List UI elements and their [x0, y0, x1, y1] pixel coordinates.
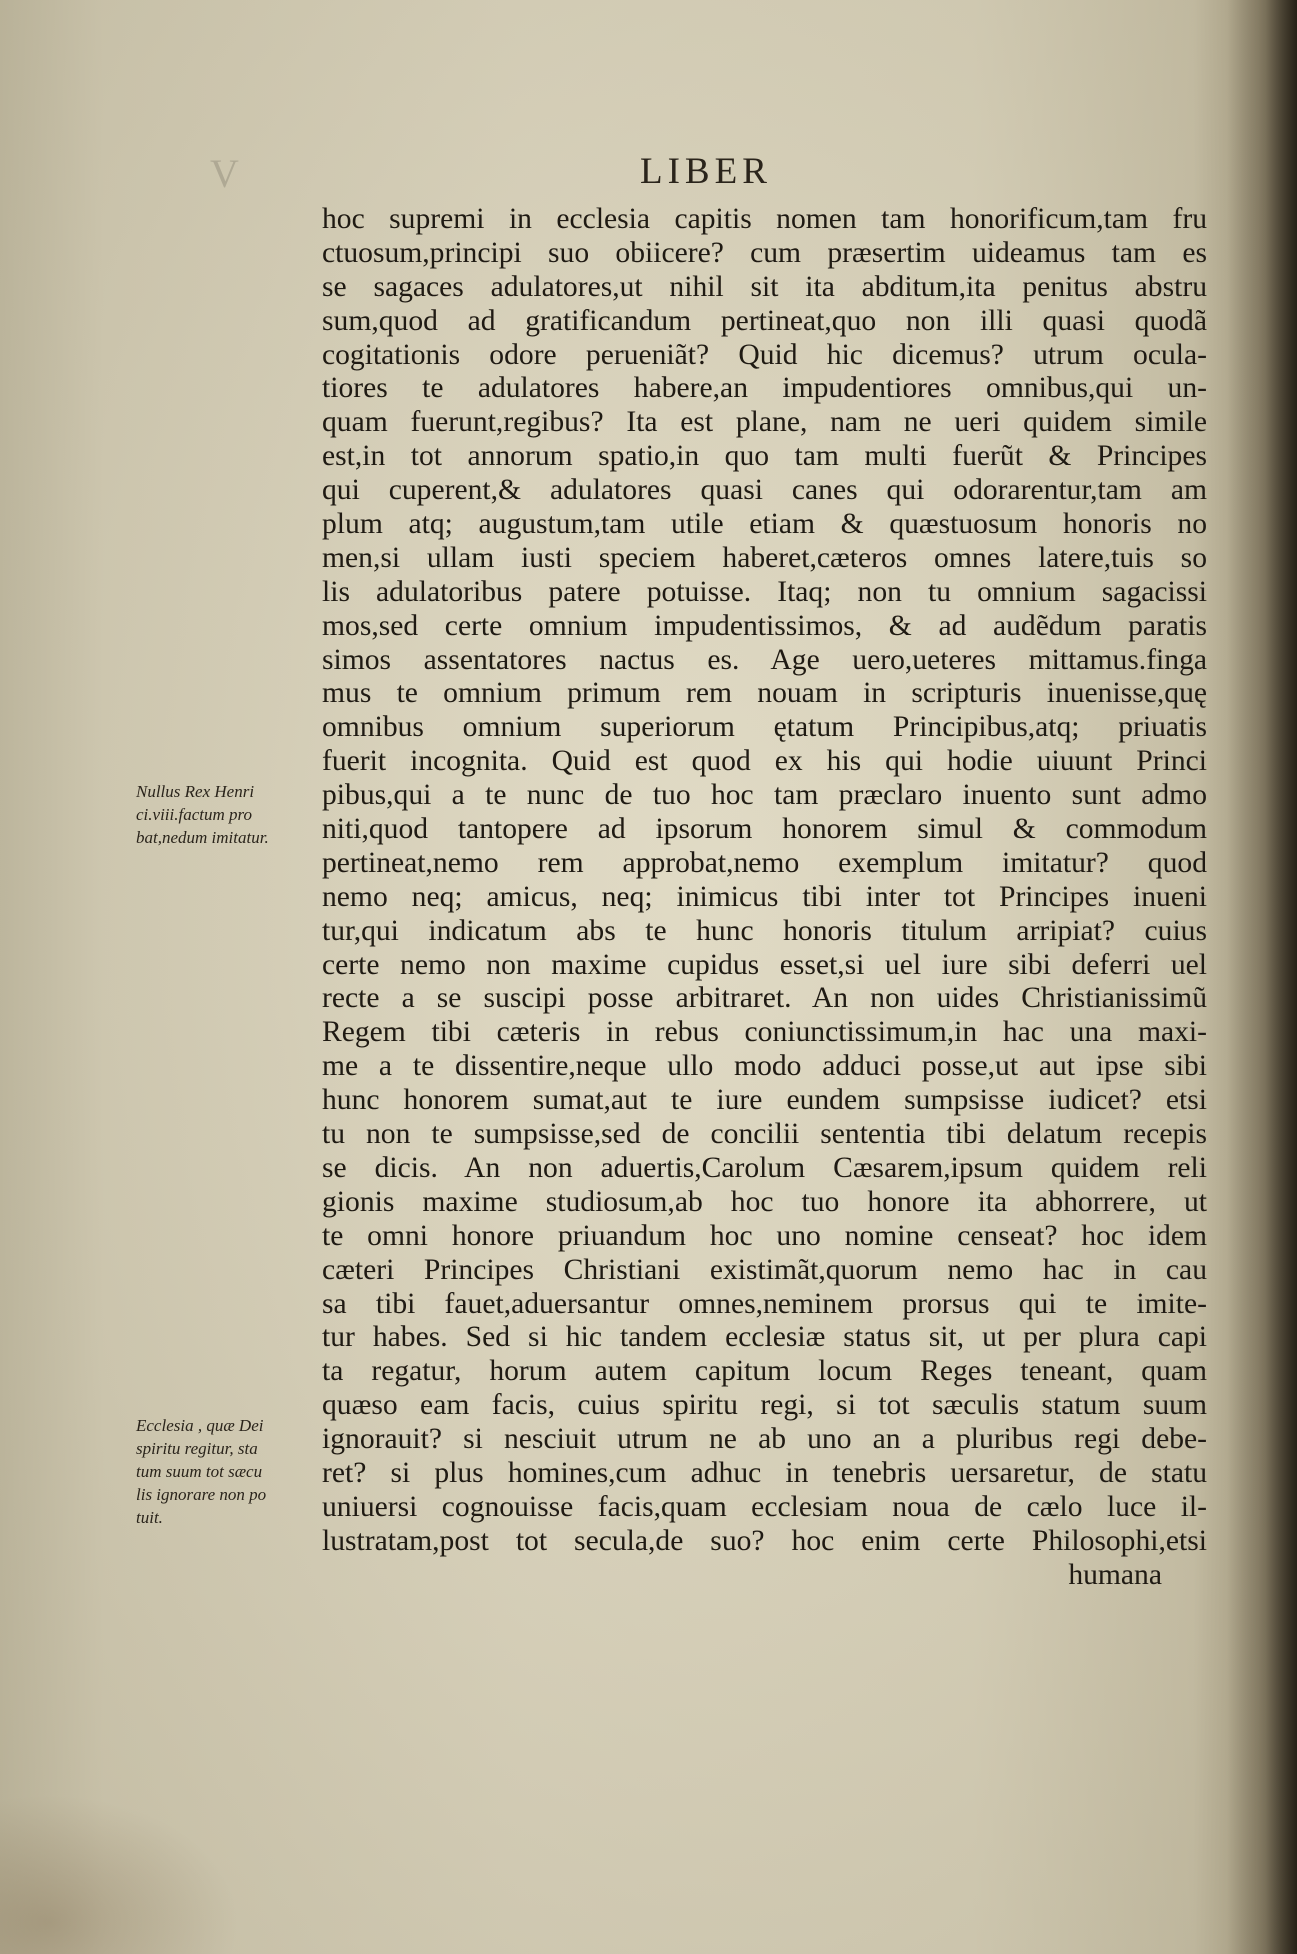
- text-line: men,si ullam iusti speciem haberet,cæteros omnes latere,tuis so: [322, 541, 1207, 574]
- text-line: cogitationis odore perueniãt? Quid hic dicemus? utrum ocula-: [322, 338, 1207, 371]
- text-line: tur habes. Sed si hic tandem ecclesiæ status sit, ut per plura capi: [322, 1321, 1207, 1354]
- text-line: certe nemo non maxime cupidus esset,si uel iure sibi deferri uel: [322, 948, 1207, 981]
- text-line: uniuersi cognouisse facis,quam ecclesiam noua de cælo luce il-: [322, 1490, 1207, 1523]
- text-line: ignorauit? si nesciuit utrum ne ab uno an a pluribus regi debe-: [322, 1423, 1207, 1456]
- text-line: Regem tibi cæteris in rebus coniunctissimum,in hac una maxi-: [322, 1016, 1207, 1049]
- text-line: tur,qui indicatum abs te hunc honoris titulum arripiat? cuius: [322, 914, 1207, 947]
- margin-note-line: ci.viii.factum pro: [136, 805, 252, 824]
- margin-note-line: Ecclesia , quæ Dei: [136, 1416, 264, 1435]
- margin-note-line: spiritu regitur, sta: [136, 1439, 258, 1458]
- text-line: se sagaces adulatores,ut nihil sit ita abditum,ita penitus abstru: [322, 270, 1207, 303]
- margin-note-line: lis ignorare non po: [136, 1485, 267, 1504]
- margin-note-1: [136, 780, 304, 849]
- body-text: [322, 203, 1207, 1593]
- text-line: ctuosum,principi suo obiicere? cum præsertim uideamus tam es: [322, 236, 1207, 269]
- text-line: ret? si plus homines,cum adhuc in tenebris uersaretur, de statu: [322, 1456, 1207, 1489]
- text-line: omnibus omnium superiorum ętatum Principibus,atq; priuatis: [322, 711, 1207, 744]
- text-line: hoc supremi in ecclesia capitis nomen tam honorificum,tam fru: [322, 203, 1207, 235]
- margin-note-line: tuit.: [136, 1508, 163, 1527]
- text-line: sum,quod ad gratificandum pertineat,quo non illi quasi quodã: [322, 304, 1207, 337]
- text-line: recte a se suscipi posse arbitraret. An non uides Christianissimũ: [322, 982, 1207, 1015]
- text-line: lis adulatoribus patere potuisse. Itaq; non tu omnium sagacissi: [322, 575, 1207, 608]
- text-line: cæteri Principes Christiani existimãt,quorum nemo hac in cau: [322, 1253, 1207, 1286]
- corner-mark: V: [210, 151, 241, 196]
- gutter-shadow: [1227, 0, 1297, 1954]
- text-line: sa tibi fauet,aduersantur omnes,neminem prorsus qui te imite-: [322, 1287, 1207, 1320]
- text-line: hunc honorem sumat,aut te iure eundem sumpsisse iudicet? etsi: [322, 1084, 1207, 1117]
- text-line: niti,quod tantopere ad ipsorum honorem simul & commodum: [322, 813, 1207, 846]
- page-stain: [0, 1794, 240, 1954]
- text-line: pertineat,nemo rem approbat,nemo exemplum imitatur? quod: [322, 846, 1207, 879]
- text-line: tiores te adulatores habere,an impudentiores omnibus,qui un-: [322, 372, 1207, 405]
- text-line: nemo neq; amicus, neq; inimicus tibi inter tot Principes inueni: [322, 880, 1207, 913]
- margin-note-line: tum suum tot sæcu: [136, 1462, 263, 1481]
- text-line: ta regatur, horum autem capitum locum Reges teneant, quam: [322, 1355, 1207, 1388]
- text-line: gionis maxime studiosum,ab hoc tuo honore ita abhorrere, ut: [322, 1185, 1207, 1218]
- text-line: est,in tot annorum spatio,in quo tam multi fuerũt & Principes: [322, 440, 1207, 473]
- text-line: fuerit incognita. Quid est quod ex his qui hodie uiuunt Princi: [322, 745, 1207, 778]
- margin-note-line: bat,nedum imitatur.: [136, 828, 269, 847]
- text-line: me a te dissentire,neque ullo modo adduci posse,ut aut ipse sibi: [322, 1050, 1207, 1083]
- margin-note-line: Nullus Rex Henri: [136, 782, 255, 801]
- margin-note-2: [136, 1414, 304, 1529]
- text-line: quæso eam facis, cuius spiritu regi, si tot sæculis statum suum: [322, 1389, 1207, 1422]
- text-line: simos assentatores nactus es. Age uero,ueteres mittamus.finga: [322, 643, 1207, 676]
- text-line: mos,sed certe omnium impudentissimos, & ad audẽdum paratis: [322, 609, 1207, 642]
- text-line: lustratam,post tot secula,de suo? hoc enim certe Philosophi,etsi: [322, 1524, 1207, 1557]
- text-line: se dicis. An non aduertis,Carolum Cæsarem,ipsum quidem reli: [322, 1151, 1207, 1184]
- text-line: qui cuperent,& adulatores quasi canes qui odorarentur,tam am: [322, 474, 1207, 507]
- text-line: quam fuerunt,regibus? Ita est plane, nam ne ueri quidem simile: [322, 406, 1207, 439]
- running-head: LIBER: [640, 151, 772, 192]
- text-line: pibus,qui a te nunc de tuo hoc tam præclaro inuento sunt admo: [322, 779, 1207, 812]
- text-line: plum atq; augustum,tam utile etiam & quæstuosum honoris no: [322, 508, 1207, 541]
- text-line: tu non te sumpsisse,sed de concilii sententia tibi delatum recepis: [322, 1118, 1207, 1151]
- text-line: te omni honore priuandum hoc uno nomine censeat? hoc idem: [322, 1219, 1207, 1252]
- text-line: mus te omnium primum rem nouam in scripturis inuenisse,quę: [322, 677, 1207, 710]
- catchword: humana: [1068, 1558, 1162, 1591]
